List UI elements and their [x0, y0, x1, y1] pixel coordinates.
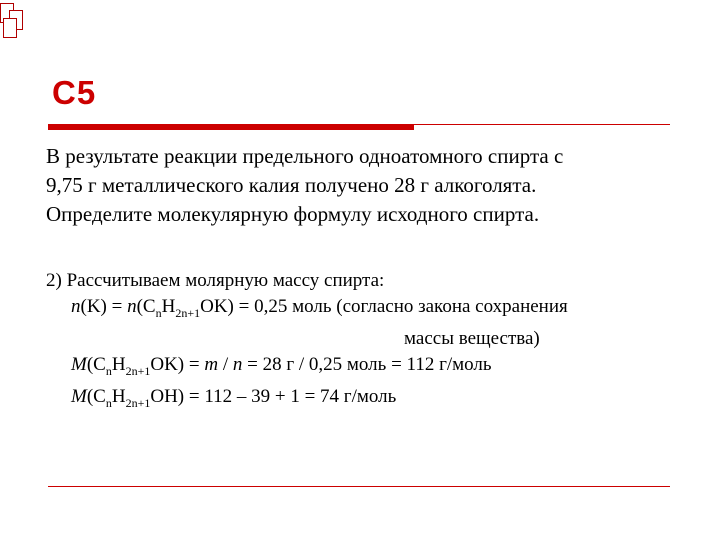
equation-molar-mass-alcohol: $M(C_nH_{2n+1}OH) = 112 - 39 + 1 = 74$ г/моль	[71, 386, 397, 410]
problem-line: 9,75 г металлического калия получено 28 г алкоголята.	[46, 173, 537, 197]
var-n: n	[127, 296, 137, 317]
var-n: n	[71, 296, 81, 317]
equation-continuation: массы вещества)	[404, 328, 540, 349]
equation-molar-mass-alcoholate: $M(C_nH_{2n+1}OK) = m / n = 28$ г / 0,25 моль = 112 г/моль	[71, 354, 492, 378]
footer-rule	[48, 486, 670, 487]
title-underline-rule	[414, 124, 670, 125]
slide-title: C5	[52, 74, 97, 111]
problem-line: Определите молекулярную формулу исходного спирта.	[46, 202, 540, 226]
problem-statement	[46, 142, 686, 229]
decorative-square	[3, 18, 17, 38]
problem-line: В результате реакции предельного одноатомного спирта с	[46, 144, 564, 168]
equation-amount: $n(K) = n(C_nH_{2n+1}OK) = 0,25$ моль (согласно закона сохранения	[71, 296, 568, 320]
step-title: 2) Рассчитываем молярную массу спирта:	[46, 270, 385, 291]
title-underline-bar	[48, 124, 414, 130]
solution-block	[46, 268, 686, 416]
